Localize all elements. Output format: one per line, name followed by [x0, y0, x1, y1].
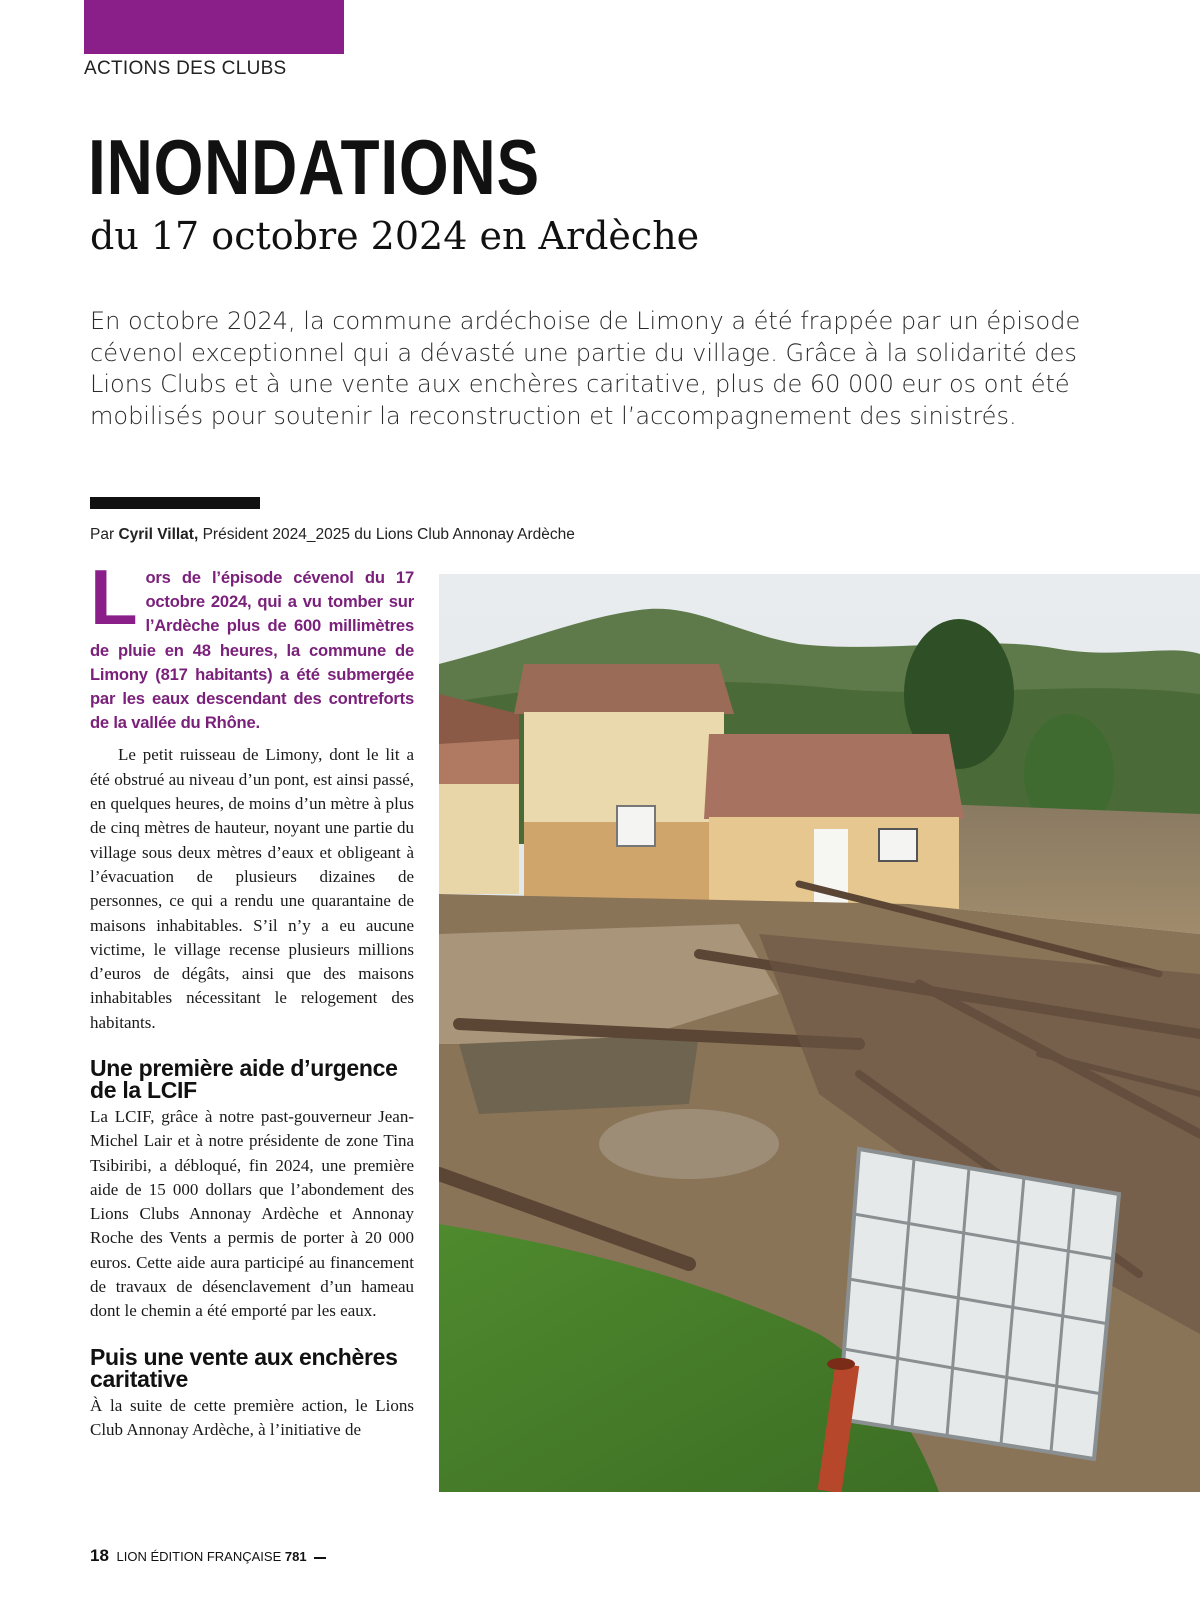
byline-rule — [90, 497, 260, 509]
byline-role: Président 2024_2025 du Lions Club Annonay Ardèche — [202, 526, 575, 543]
intro-paragraph — [90, 553, 414, 735]
lead-paragraph: En octobre 2024, la commune ardéchoise de Limony a été frappée par un épisode cévenol exceptionnel qui a dévasté une partie du village. Grâce à la solidarité des Lions Clubs et à une vente aux enchères caritative, plus de 60 000 eur os ont été mobilisés pour soutenir la reconstruction et l’accompagnement des sinistrés. — [90, 307, 1081, 430]
flood-photo — [439, 574, 1200, 1492]
page-subtitle: du 17 octobre 2024 en Ardèche — [90, 214, 700, 258]
byline-author: Cyril Villat, — [118, 526, 199, 543]
body-paragraph-3: À la suite de cette première action, le Lions Club Annonay Ardèche, à l’initiative de — [90, 1395, 414, 1439]
subheading-auction: Puis une vente aux enchères caritative — [90, 1343, 398, 1392]
page-footer — [90, 1546, 326, 1566]
publication-name: LION ÉDITION FRANÇAISE — [116, 1549, 282, 1564]
subheading-lcif: Une première aide d’urgence de la LCIF — [90, 1054, 398, 1103]
section-color-bar — [84, 0, 344, 54]
intro-text: ors de l’épisode cévenol du 17 octobre 2024, qui a vu tomber sur l’Ardèche plus de 600 millimètres de pluie en 48 heures, la commune de Limony (817 habitants) a été submergée par les eaux descendant des contreforts de la vallée du Rhône. — [90, 568, 414, 733]
page-number: 18 — [90, 1546, 109, 1565]
text-column — [90, 553, 414, 1442]
body-paragraph-2: La LCIF, grâce à notre past-gouverneur Jean-Michel Lair et à notre présidente de zone Tina Tsibiribi, a débloqué, fin 2024, une première aide de 15 000 dollars que l’abondement des Lions Clubs Annonay Ardèche et Annonay Roche des Vents a permis de porter à 20 000 euros. Cette aide aura participé au financement de travaux de désenclavement d’un hameau dont le chemin a été emporté par les eaux. — [90, 1106, 414, 1321]
flood-photo-illustration — [439, 574, 1200, 1492]
page-title: INONDATIONS — [88, 123, 540, 211]
byline-prefix: Par — [90, 526, 115, 543]
issue-number: 781 — [284, 1549, 307, 1564]
body-paragraph-1: Le petit ruisseau de Limony, dont le lit a été obstrué au niveau d’un pont, est ainsi passé, en quelques heures, de moins d’un mètre à plus de cinq mètres de hauteur, noyant une partie du village sous deux mètres d’eaux et obligeant à l’évacuation de plusieurs dizaines de personnes, ce qui a rendu une quarantaine de maisons inhabitables. S’il n’y a eu aucune victime, le village recense plusieurs millions d’euros de dégâts, ainsi que des maisons inhabitables nécessitant le relogement des habitants. — [90, 745, 414, 1032]
byline — [90, 526, 575, 544]
dropcap: L — [90, 553, 138, 641]
footer-dash — [314, 1557, 326, 1559]
section-label: ACTIONS DES CLUBS — [84, 58, 287, 79]
